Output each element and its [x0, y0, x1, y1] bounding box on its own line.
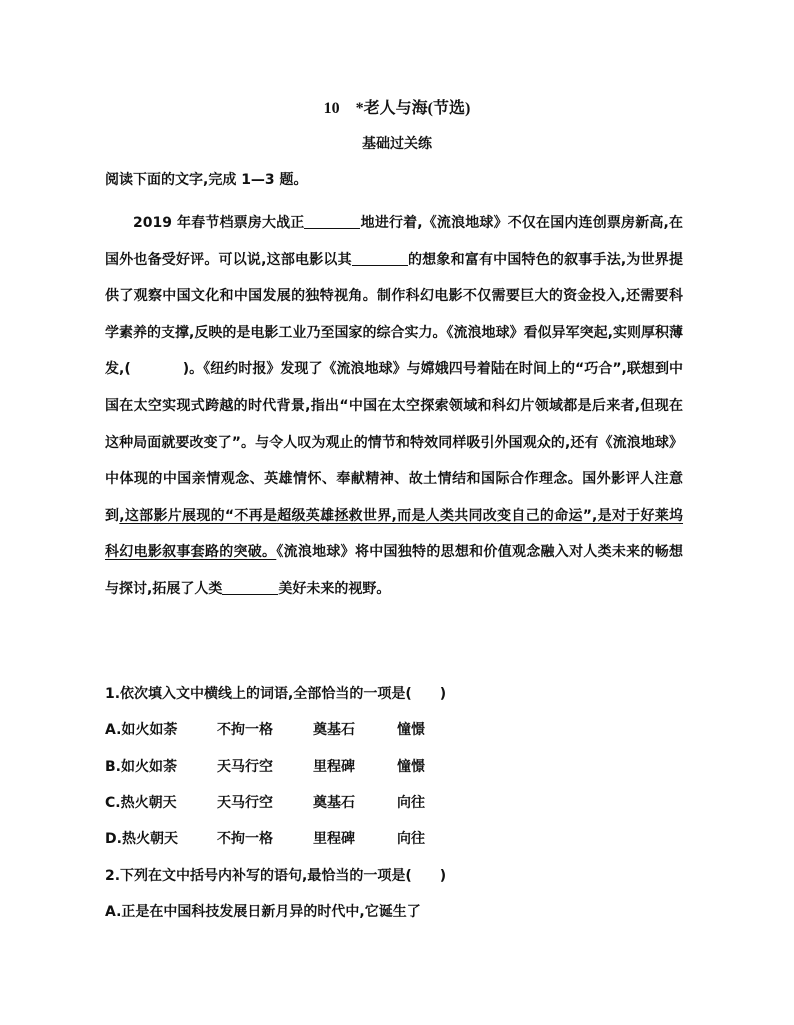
- q1-option-c: [105, 792, 425, 812]
- option-word: 里程碑: [313, 759, 355, 775]
- q1-option-d: [105, 828, 425, 848]
- passage-segment: 2019 年春节档票房大战正: [133, 215, 305, 231]
- section-subtitle: 基础过关练: [362, 136, 432, 152]
- q1-option-a: [105, 719, 425, 739]
- passage-segment: 美好未来的视野。: [278, 580, 391, 597]
- option-word: 向往: [397, 831, 425, 847]
- option-word: 里程碑: [313, 831, 355, 847]
- option-word: 奠基石: [313, 795, 355, 811]
- option-word: 向往: [397, 795, 425, 811]
- fill-blank-2: [352, 251, 408, 266]
- reading-passage: [105, 205, 683, 608]
- fill-blank-3: [222, 580, 278, 595]
- option-word: B.如火如荼: [105, 759, 177, 775]
- option-word: 憧憬: [397, 722, 425, 738]
- q1-option-b: [105, 756, 425, 776]
- passage-segment: )。《纽约时报》发现了《流浪地球》与嫦娥四号着陆在时间上的“巧合”,联想到中国在太空实现式跨越的时代背景,指出“中国在太空探索领域和科幻片领域都是后来者,但现在这种局面就要改变了”。与令人叹为观止的情节和特效同样吸引外国观众的,还有《流浪地球》中体现的中国亲情观念、英雄情怀、奉献精神、故土情结和国际合作理念。国外影评人注意到: [105, 361, 683, 524]
- option-word: 奠基石: [313, 722, 355, 738]
- passage-segment: 的想象和富有中国特色的叙事手法,为世界提供了观察中国文化和中国发展的独特视角。制作科幻电影不仅需要巨大的资金投入,还需要科学素养的支撑,反映的是电影工业乃至国家的综合实力。《流浪地球》看似异军突起,实则厚积薄发,(: [105, 251, 683, 378]
- q2-option-a: A.正是在中国科技发展日新月异的时代中,它诞生了: [105, 904, 421, 920]
- option-word: 不拘一格: [217, 831, 273, 847]
- option-word: C.热火朝天: [105, 795, 177, 811]
- underlined-sentence: ,这部影片展现的“不再是超级英雄拯救世界,而是人类共同改变自己的命运”,是对于好莱坞科幻电影叙事套路的突破。: [105, 507, 684, 561]
- passage-segment: 《流浪地球》将中国独特的思想和价值观念融入对人类未来的畅想与探讨,拓展了人类: [105, 544, 684, 597]
- reading-instruction: 阅读下面的文字,完成 1—3 题。: [105, 172, 308, 188]
- option-word: D.热火朝天: [105, 831, 178, 847]
- option-word: 天马行空: [217, 759, 273, 775]
- fill-blank-1: [304, 214, 360, 229]
- question-2-stem: 2.下列在文中括号内补写的语句,最恰当的一项是( ): [105, 868, 447, 884]
- option-word: 憧憬: [397, 759, 425, 775]
- option-word: 不拘一格: [217, 722, 273, 738]
- option-word: A.如火如荼: [105, 722, 178, 738]
- option-word: 天马行空: [217, 795, 273, 811]
- lesson-title: 10 *老人与海(节选): [323, 100, 471, 117]
- question-1-stem: 1.依次填入文中横线上的词语,全部恰当的一项是( ): [105, 686, 447, 702]
- passage-segment: 地进行着,《流浪地球》不仅在国内连创票房新高,在国外也备受好评。可以说,这部电影以其: [105, 215, 683, 268]
